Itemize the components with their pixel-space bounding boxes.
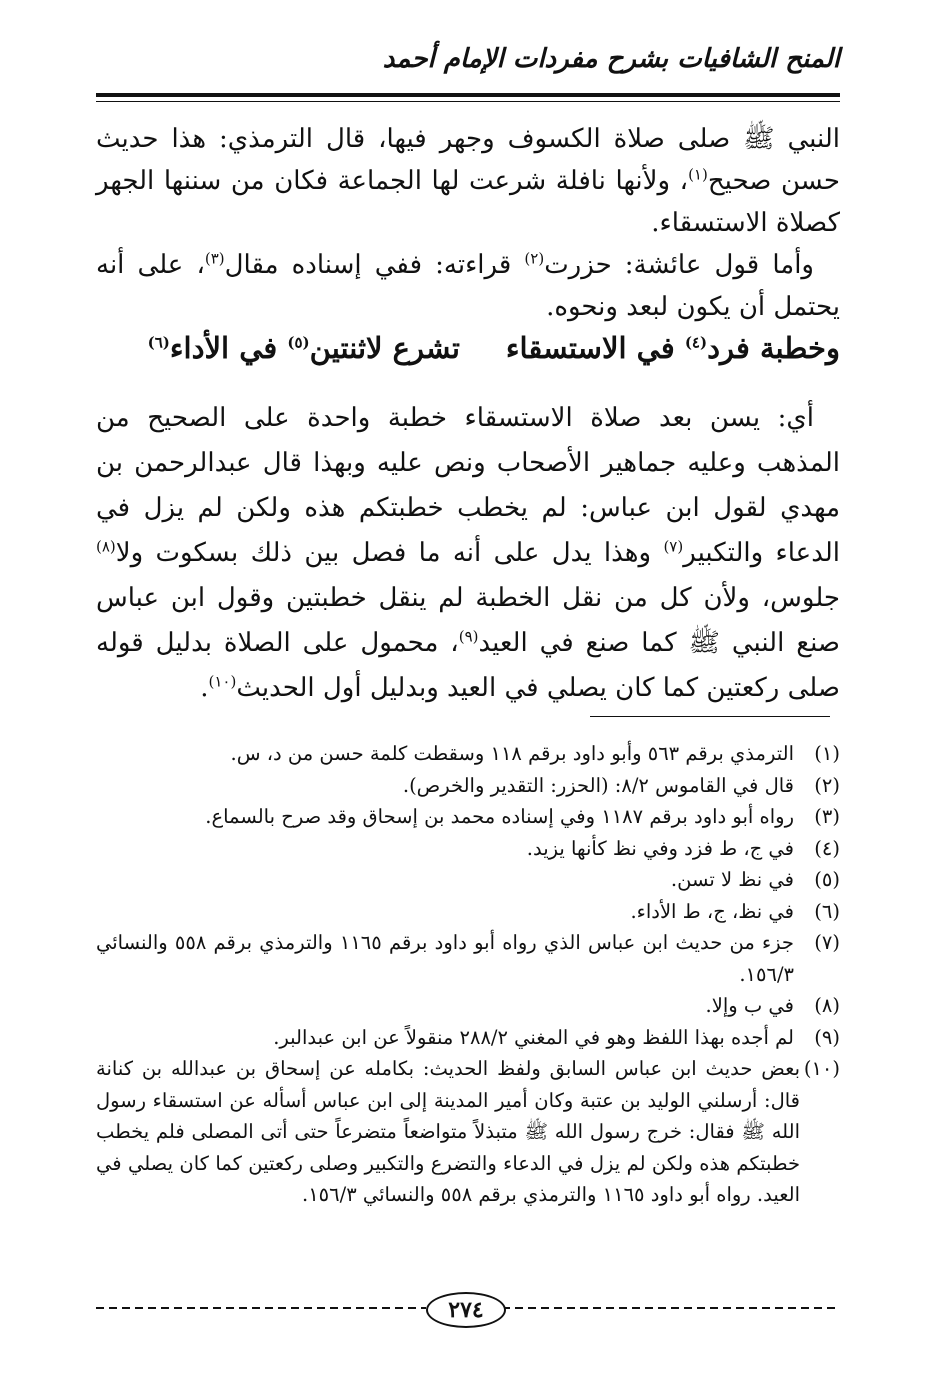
footnote-item: (٢) قال في القاموس ٨/٢: (الحزر: التقدير والخرص). (402, 773, 840, 797)
footer-dashed-rule-right (502, 1307, 840, 1309)
footnote-item: (١٠) بعض حديث ابن عباس السابق ولفظ الحديث: بكامله عن إسحاق بن عبدالله بن كنانة قال: أرسلني الوليد بن عتبة وكان أمير المدينة إلى ابن عباس أسأله عن استسقاء رسول الله ﷺ فقال: خرج رسول الله ﷺ متبذلاً متواضعاً متضرعاً حتى أتى المصلى فلم يخطب خطبتكم هذه ولكن لم يزل في الدعاء والتضرع والتكبير وصلى ركعتين كما كان يصلي في العيد. رواه أبو داود ١١٦٥ والترمذي برقم ٥٥٨ والنسائي ١٥٦/٣. (96, 1057, 840, 1206)
header-rule-thin (96, 101, 840, 102)
footnote-item: (٨) في ب وإلا. (705, 994, 840, 1017)
main-text-3 (96, 396, 840, 711)
footnote-ref-6: (٦) (147, 333, 170, 352)
footnote-ref-8: (٨) (96, 537, 116, 556)
footnote-item: (٧) جزء من حديث ابن عباس الذي رواه أبو داود برقم ١١٦٥ والترمذي برقم ٥٥٨ والنسائي ١٥٦/٣. (96, 931, 840, 986)
page-number: ٢٧٤ (426, 1292, 506, 1328)
footnote-ref-10: (١٠) (208, 672, 237, 691)
header-rule-thick (96, 93, 840, 97)
footnotes-separator (590, 716, 830, 717)
footnote-item: (١) الترمذي برقم ٥٦٣ وأبو داود برقم ١١٨ وسقطت كلمة حسن من د، س. (230, 742, 840, 765)
matn-verse: وخطبة فرد$^{(٤)}$ في الاستسقاءتشرع لاثنتين$^{(٥)}$ في الأداء$^{(٦)}$ (147, 331, 840, 365)
footnote-item: (٦) في نظ، ج، ط الأداء. (630, 899, 840, 923)
footnote-ref-2: (٢) (524, 249, 545, 268)
footer-dashed-rule-left (96, 1307, 426, 1309)
footnote-ref-3: (٣) (204, 249, 225, 268)
footnote-ref-4: (٤) (684, 333, 708, 352)
main-text (96, 118, 840, 244)
paragraph-3: أي: يسن بعد صلاة الاستسقاء خطبة واحدة على الصحيح من المذهب وعليه جماهير الأصحاب ونص عليه وبهذا قال عبدالرحمن بن مهدي لقول ابن عباس: لم يخطب خطبتكم هذه ولكن لم يزل في الدعاء والتكبير$^{(٧)}$ وهذا يدل على أنه ما فصل بين ذلك بسكوت ولا$^{(٨)}$ جلوس، ولأن كل من نقل الخطبة لم ينقل خطبتين وقول ابن عباس صنع النبي ﷺ كما صنع في العيد$^{(٩)}$، محمول على الصلاة بدليل قوله صلى ركعتين كما كان يصلي في العيد وبدليل أول الحديث$^{(١٠)}$. (96, 403, 840, 703)
main-text-2 (96, 244, 840, 328)
footnote-item: (٥) في نظ لا تسن. (670, 868, 840, 891)
footnote-item: (٣) رواه أبو داود برقم ١١٨٧ وفي إسناده محمد بن إسحاق وقد صرح بالسماع. (205, 805, 840, 828)
footnote-ref-5: (٥) (287, 333, 310, 352)
footnotes (96, 738, 840, 1211)
paragraph-1: النبي ﷺ صلى صلاة الكسوف وجهر فيها، قال الترمذي: هذا حديث حسن صحيح$^{(١)}$، ولأنها نافلة شرعت لها الجماعة فكان من سننها الجهر كصلاة الاستسقاء. (96, 124, 841, 238)
paragraph-2: وأما قول عائشة: حزرت$^{(٢)}$ قراءته: ففي إسناده مقال$^{(٣)}$، على أنه يحتمل أن يكون لبعد ونحوه. (96, 249, 840, 322)
footnote-ref-7: (٧) (663, 537, 684, 556)
footnote-item: (٤) في ج، ط فزد وفي نظ كأنها يزيد. (526, 836, 840, 860)
running-header: المنح الشافيات بشرح مفردات الإمام أحمد (382, 44, 840, 74)
footnote-item: (٩) لم أجده بهذا اللفظ وهو في المغني ٢٨٨/٢ منقولاً عن ابن عبدالبر. (273, 1025, 840, 1049)
footnote-ref-9: (٩) (458, 627, 479, 646)
footnote-ref-1: (١) (688, 165, 708, 184)
